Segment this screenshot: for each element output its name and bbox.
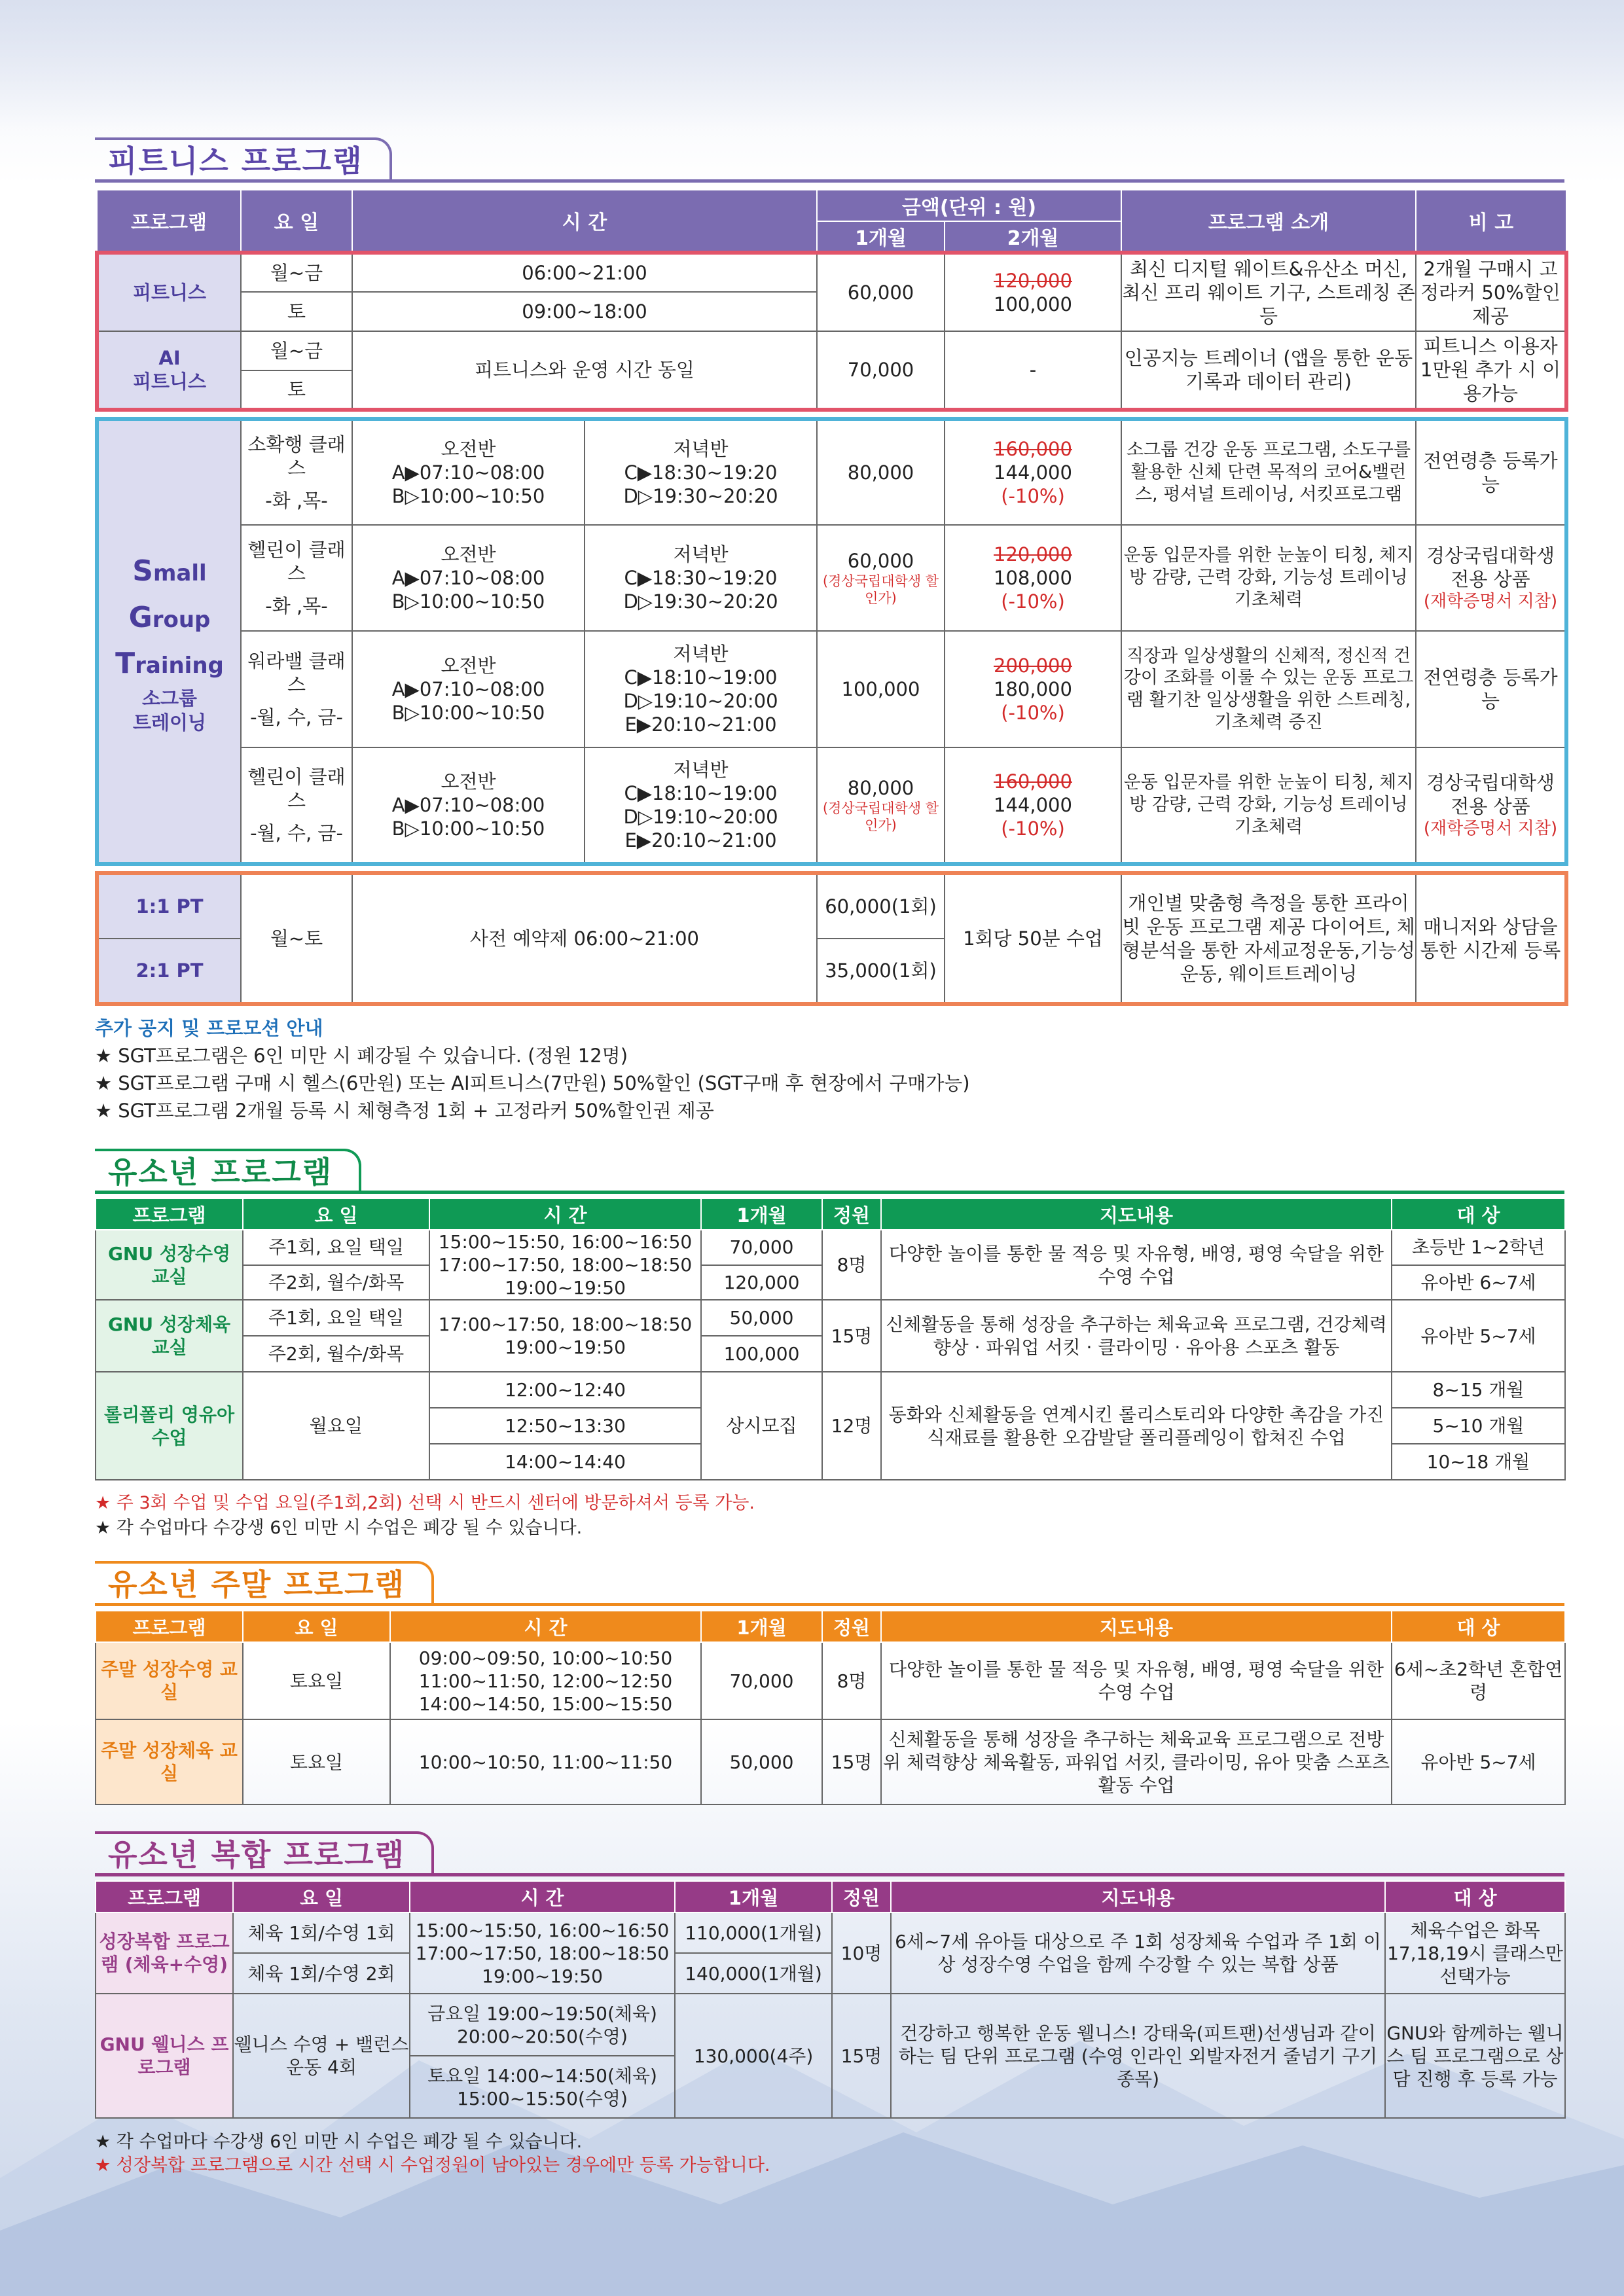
- sgt-price-1m: 80,000 (경상국립대학생 할인가): [817, 747, 945, 864]
- sgt-note: 경상국립대학생 전용 상품 (재학증명서 지참): [1416, 747, 1566, 864]
- fitness-row: [97, 253, 1566, 292]
- sgt-price-1m: 60,000 (경상국립대학생 할인가): [817, 525, 945, 631]
- weekend-title: 유소년 주말 프로그램: [95, 1561, 434, 1603]
- weekend-pe-day: 토요일: [243, 1719, 390, 1804]
- combo-growth-day1: 체육 1회/수영 1회: [233, 1912, 410, 1953]
- weekend-header-content: 지도내용: [881, 1611, 1392, 1642]
- combo-growth-name: 성장복합 프로그램 (체육+수영): [96, 1912, 233, 1994]
- weekend-pe-time: 10:00~10:50, 11:00~11:50: [390, 1719, 701, 1804]
- ai-day-sat: 토: [241, 370, 352, 410]
- sgt-evening: 저녁반 C▶18:30~19:20 D▷19:30~20:20: [585, 525, 817, 631]
- fitness-note: 2개월 구매시 고정라커 50%할인 제공: [1416, 253, 1566, 331]
- ai-fitness-name: [97, 331, 241, 410]
- pt-2to1-name: 2:1 PT: [97, 939, 241, 1004]
- sgt-discount: (-10%): [1001, 485, 1065, 508]
- fitness-intro: 최신 디지털 웨이트&유산소 머신, 최신 프리 웨이트 기구, 스트레칭 존 등: [1121, 253, 1416, 331]
- combo-growth-target: 체육수업은 화목 17,18,19시 클래스만 선택가능: [1385, 1912, 1565, 1994]
- youth-roly-price: 상시모집: [701, 1372, 822, 1480]
- sgt-price-2m-old: 160,000: [994, 437, 1072, 460]
- youth-note: ★ 각 수업마다 수강생 6인 미만 시 수업은 폐강 될 수 있습니다.: [95, 1518, 583, 1538]
- youth-swim-target1: 초등반 1~2학년: [1392, 1230, 1565, 1265]
- combo-growth-capacity: 10명: [832, 1912, 891, 1994]
- weekend-row-swim: [96, 1642, 1565, 1719]
- youth-swim-price1: 70,000: [701, 1230, 822, 1265]
- background-top-decoration: [0, 0, 1624, 131]
- combo-header-day: 요 일: [233, 1881, 410, 1912]
- combo-note: ★ 각 수업마다 수강생 6인 미만 시 수업은 폐강 될 수 있습니다.: [95, 2132, 583, 2152]
- sgt-note: 전연령층 등록가능: [1416, 631, 1566, 747]
- sgt-label: [97, 419, 241, 864]
- weekend-swim-price: 70,000: [701, 1642, 822, 1719]
- sgt-price-2m-new: 108,000: [994, 566, 1072, 589]
- fitness-time-sat: 09:00~18:00: [352, 292, 817, 331]
- ai-fitness-row: [97, 331, 1566, 370]
- youth-pe-day2: 주2회, 월수/화목: [243, 1336, 429, 1372]
- sgt-class-name: 헬린이 클래스 -화 ,목-: [241, 525, 352, 631]
- combo-header-capacity: 정원: [832, 1881, 891, 1912]
- combo-growth-price1: 110,000(1개월): [675, 1912, 832, 1953]
- notice-block: [95, 1014, 970, 1124]
- pt-day: 월~토: [241, 873, 352, 1004]
- youth-swim-day1: 주1회, 요일 택일: [243, 1230, 429, 1265]
- pt-note: 매니저와 상담을 통한 시간제 등록: [1416, 873, 1566, 1004]
- ai-price-2m: -: [945, 331, 1121, 410]
- youth-roly-target3: 10~18 개월: [1392, 1444, 1565, 1480]
- youth-pe-time: 17:00~17:50, 18:00~18:50 19:00~19:50: [429, 1300, 701, 1372]
- sgt-class-name: 소확행 클래스 -화 ,목-: [241, 419, 352, 525]
- combo-wellness-content: 건강하고 행복한 운동 웰니스! 강태욱(피트팬)선생님과 같이하는 팀 단위 프로그램 (수영 인라인 외발자전거 줄넘기 구기종목): [891, 1994, 1385, 2118]
- fitness-price-2m: [945, 253, 1121, 331]
- youth-table: [95, 1198, 1566, 1480]
- youth-header-content: 지도내용: [881, 1198, 1392, 1230]
- youth-swim-target2: 유아반 6~7세: [1392, 1265, 1565, 1300]
- fitness-price-2m-new: 100,000: [994, 293, 1072, 315]
- sgt-intro: 소그룹 건강 운동 프로그램, 소도구를 활용한 신체 단련 목적의 코어&밸런스, 펑셔널 트레이닝, 서킷프로그램: [1121, 419, 1416, 525]
- combo-wellness-price: 130,000(4주): [675, 1994, 832, 2118]
- sgt-class-name: 헬린이 클래스 -월, 수, 금-: [241, 747, 352, 864]
- header-intro: 프로그램 소개: [1121, 190, 1416, 253]
- youth-swim-content: 다양한 놀이를 통한 물 적응 및 자유형, 배영, 평영 숙달을 위한 수영 수업: [881, 1230, 1392, 1300]
- sgt-price-2m-old: 200,000: [994, 654, 1072, 677]
- notice-line-3: ★ SGT프로그램 2개월 등록 시 체형측정 1회 + 고정라커 50%할인권 제공: [95, 1100, 714, 1122]
- youth-swim-day2: 주2회, 월수/화목: [243, 1265, 429, 1300]
- sgt-morning: 오전반 A▶07:10~08:00 B▷10:00~10:50: [352, 525, 585, 631]
- weekend-header-time: 시 간: [390, 1611, 701, 1642]
- combo-growth-price2: 140,000(1개월): [675, 1953, 832, 1994]
- pt-2to1-price: 35,000(1회): [817, 939, 945, 1004]
- combo-wellness-capacity: 15명: [832, 1994, 891, 2118]
- combo-header-target: 대 상: [1385, 1881, 1565, 1912]
- youth-swim-price2: 120,000: [701, 1265, 822, 1300]
- combo-note-red: ★ 성장복합 프로그램으로 시간 선택 시 수업정원이 남아있는 경우에만 등록 가능합니다.: [95, 2155, 770, 2176]
- youth-roly-time2: 12:50~13:30: [429, 1408, 701, 1444]
- sgt-price-2m: [945, 419, 1121, 525]
- youth-swim-name: GNU 성장수영 교실: [96, 1230, 243, 1300]
- youth-roly-time3: 14:00~14:40: [429, 1444, 701, 1480]
- sgt-row: [97, 419, 1566, 525]
- youth-pe-price1: 50,000: [701, 1300, 822, 1336]
- weekend-row-pe: [96, 1719, 1565, 1804]
- combo-header-time: 시 간: [410, 1881, 675, 1912]
- weekend-pe-content: 신체활동을 통해 성장을 추구하는 체육교육 프로그램으로 전방위 체력향상 체육활동, 파워업 서킷, 클라이밍, 유아 맞춤 스포츠활동 수업: [881, 1719, 1392, 1804]
- sgt-note: 전연령층 등록가능: [1416, 419, 1566, 525]
- weekend-header-month: 1개월: [701, 1611, 822, 1642]
- ai-fitness-name-line2: 피트니스: [132, 370, 207, 393]
- combo-wellness-time1: 금요일 19:00~19:50(체육) 20:00~20:50(수영): [410, 1994, 675, 2056]
- combo-wellness-day: 웰니스 수영 + 밸런스 운동 4회: [233, 1994, 410, 2118]
- combo-header-program: 프로그램: [96, 1881, 233, 1912]
- weekend-section: [95, 1561, 1564, 1805]
- sgt-evening: 저녁반 C▶18:30~19:20 D▷19:30~20:20: [585, 419, 817, 525]
- combo-growth-content: 6세~7세 유아들 대상으로 주 1회 성장체육 수업과 주 1회 이상 성장수영 수업을 함께 수강할 수 있는 복합 상품: [891, 1912, 1385, 1994]
- weekend-pe-target: 유아반 5~7세: [1392, 1719, 1565, 1804]
- combo-growth-day2: 체육 1회/수영 2회: [233, 1953, 410, 1994]
- sgt-morning: 오전반 A▶07:10~08:00 B▷10:00~10:50: [352, 419, 585, 525]
- youth-header-program: 프로그램: [96, 1198, 243, 1230]
- sgt-price-2m-old: 120,000: [994, 543, 1072, 565]
- youth-notes: [95, 1491, 1564, 1541]
- fitness-table: [95, 189, 1568, 412]
- youth-title: 유소년 프로그램: [95, 1149, 361, 1191]
- weekend-swim-name: 주말 성장수영 교실: [96, 1642, 243, 1719]
- sgt-price-note: (경상국립대학생 할인가): [822, 573, 939, 607]
- combo-header-content: 지도내용: [891, 1881, 1385, 1912]
- ai-day-weekday: 월~금: [241, 331, 352, 370]
- header-program: 프로그램: [97, 190, 241, 253]
- pt-time: 사전 예약제 06:00~21:00: [352, 873, 817, 1004]
- sgt-price-2m-old: 160,000: [994, 770, 1072, 793]
- youth-roly-content: 동화와 신체활동을 연계시킨 롤리스토리와 다양한 촉감을 가진 식재료를 활용한 오감발달 폴리플레잉이 합쳐진 수업: [881, 1372, 1392, 1480]
- youth-roly-target1: 8~15 개월: [1392, 1372, 1565, 1408]
- header-2month: 2개월: [945, 221, 1121, 253]
- weekend-pe-price: 50,000: [701, 1719, 822, 1804]
- youth-pe-name: GNU 성장체육 교실: [96, 1300, 243, 1372]
- weekend-pe-name: 주말 성장체육 교실: [96, 1719, 243, 1804]
- combo-section: [95, 1831, 1564, 2178]
- sgt-intro: 직장과 일상생활의 신체적, 정신적 건강이 조화를 이룰 수 있는 운동 프로그램 활기찬 일상생활을 위한 스트레칭, 기초체력 증진: [1121, 631, 1416, 747]
- combo-title: 유소년 복합 프로그램: [95, 1831, 434, 1873]
- youth-swim-capacity: 8명: [822, 1230, 881, 1300]
- sgt-price-2m: [945, 525, 1121, 631]
- sgt-price-2m: [945, 747, 1121, 864]
- weekend-table: [95, 1610, 1566, 1805]
- weekend-swim-content: 다양한 놀이를 통한 물 적응 및 자유형, 배영, 평영 숙달을 위한 수영 수업: [881, 1642, 1392, 1719]
- sgt-discount: (-10%): [1001, 817, 1065, 840]
- sgt-intro: 운동 입문자를 위한 눈높이 티칭, 체지방 감량, 근력 강화, 기능성 트레이닝 기초체력: [1121, 747, 1416, 864]
- notice-line-2: ★ SGT프로그램 구매 시 헬스(6만원) 또는 AI피트니스(7만원) 50%할인 (SGT구매 후 현장에서 구매가능): [95, 1072, 970, 1094]
- youth-pe-content: 신체활동을 통해 성장을 추구하는 체육교육 프로그램, 건강체력향상 · 파워업 서킷 · 클라이밍 · 유아용 스포츠 활동: [881, 1300, 1392, 1372]
- fitness-price-1m: 60,000: [817, 253, 945, 331]
- sgt-row: [97, 525, 1566, 631]
- sgt-price-2m-new: 144,000: [994, 461, 1072, 484]
- ai-intro: 인공지능 트레이너 (앱을 통한 운동기록과 데이터 관리): [1121, 331, 1416, 410]
- pt-1to1-price: 60,000(1회): [817, 873, 945, 939]
- pt-1to1-name: 1:1 PT: [97, 873, 241, 939]
- notice-line-1: ★ SGT프로그램은 6인 미만 시 폐강될 수 있습니다. (정원 12명): [95, 1045, 628, 1067]
- youth-roly-target2: 5~10 개월: [1392, 1408, 1565, 1444]
- fitness-day-sat: 토: [241, 292, 352, 331]
- sgt-price-note: (경상국립대학생 할인가): [822, 800, 939, 834]
- youth-roly-name: 롤리폴리 영유아 수업: [96, 1372, 243, 1480]
- youth-roly-row: [96, 1372, 1565, 1408]
- youth-header-month: 1개월: [701, 1198, 822, 1230]
- youth-swim-row: [96, 1230, 1565, 1265]
- sgt-row: [97, 747, 1566, 864]
- header-note: 비 고: [1416, 190, 1566, 253]
- combo-header-month: 1개월: [675, 1881, 832, 1912]
- sgt-evening: 저녁반 C▶18:10~19:00 D▷19:10~20:00 E▶20:10~21:00: [585, 747, 817, 864]
- combo-growth-time: 15:00~15:50, 16:00~16:50 17:00~17:50, 18:00~18:50 19:00~19:50: [410, 1912, 675, 1994]
- ai-price-1m: 70,000: [817, 331, 945, 410]
- fitness-time-weekday: 06:00~21:00: [352, 253, 817, 292]
- fitness-title: 피트니스 프로그램: [95, 137, 392, 179]
- youth-header-day: 요 일: [243, 1198, 429, 1230]
- header-day: 요 일: [241, 190, 352, 253]
- youth-note-red: ★ 주 3회 수업 및 수업 요일(주1회,2회) 선택 시 반드시 센터에 방문하셔서 등록 가능.: [95, 1493, 755, 1513]
- sgt-label-small: Small: [132, 554, 207, 588]
- fitness-section: [95, 137, 1564, 1006]
- weekend-swim-target: 6세~초2학년 혼합연령: [1392, 1642, 1565, 1719]
- youth-roly-time1: 12:00~12:40: [429, 1372, 701, 1408]
- header-time: 시 간: [352, 190, 817, 253]
- sgt-evening: 저녁반 C▶18:10~19:00 D▷19:10~20:00 E▶20:10~21:00: [585, 631, 817, 747]
- combo-wellness-target: GNU와 함께하는 웰니스 팀 프로그램으로 상담 진행 후 등록 가능: [1385, 1994, 1565, 2118]
- sgt-price-1m: 80,000: [817, 419, 945, 525]
- sgt-discount: (-10%): [1001, 590, 1065, 613]
- sgt-table: [95, 417, 1568, 866]
- sgt-class-name: 워라밸 클래스 -월, 수, 금-: [241, 631, 352, 747]
- sgt-price-2m: [945, 631, 1121, 747]
- pt-table: [95, 871, 1568, 1006]
- weekend-swim-day: 토요일: [243, 1642, 390, 1719]
- youth-header-target: 대 상: [1392, 1198, 1565, 1230]
- weekend-pe-capacity: 15명: [822, 1719, 881, 1804]
- header-1month: 1개월: [817, 221, 945, 253]
- sgt-label-group: Group: [128, 600, 211, 634]
- sgt-label-training: Training: [115, 646, 224, 680]
- sgt-row: [97, 631, 1566, 747]
- combo-growth-row: [96, 1912, 1565, 1953]
- pt-row: [97, 873, 1566, 939]
- weekend-header-target: 대 상: [1392, 1611, 1565, 1642]
- youth-roly-day: 월요일: [243, 1372, 429, 1480]
- sgt-price-2m-new: 180,000: [994, 677, 1072, 700]
- youth-pe-day1: 주1회, 요일 택일: [243, 1300, 429, 1336]
- sgt-note: 경상국립대학생 전용 상품 (재학증명서 지참): [1416, 525, 1566, 631]
- combo-notes: [95, 2130, 1564, 2178]
- sgt-discount: (-10%): [1001, 702, 1065, 725]
- header-price: 금액(단위 : 원): [817, 190, 1121, 221]
- sgt-label-kr: 소그룹 트레이닝: [132, 687, 207, 734]
- youth-pe-target: 유아반 5~7세: [1392, 1300, 1565, 1372]
- combo-table: [95, 1880, 1566, 2119]
- sgt-price-1m: 100,000: [817, 631, 945, 747]
- pt-duration: 1회당 50분 수업: [945, 873, 1121, 1004]
- youth-pe-capacity: 15명: [822, 1300, 881, 1372]
- pt-intro: 개인별 맞춤형 측정을 통한 프라이빗 운동 프로그램 제공 다이어트, 체형분석을 통한 자세교정운동,기능성 운동, 웨이트트레이닝: [1121, 873, 1416, 1004]
- fitness-name: 피트니스: [97, 253, 241, 331]
- ai-fitness-name-line1: AI: [158, 346, 181, 369]
- sgt-price-2m-new: 144,000: [994, 793, 1072, 816]
- youth-pe-price2: 100,000: [701, 1336, 822, 1372]
- youth-roly-capacity: 12명: [822, 1372, 881, 1480]
- youth-swim-time: 15:00~15:50, 16:00~16:50 17:00~17:50, 18:00~18:50 19:00~19:50: [429, 1230, 701, 1300]
- youth-header-time: 시 간: [429, 1198, 701, 1230]
- combo-wellness-row: [96, 1994, 1565, 2056]
- weekend-header-day: 요 일: [243, 1611, 390, 1642]
- combo-wellness-time2: 토요일 14:00~14:50(체육) 15:00~15:50(수영): [410, 2056, 675, 2118]
- youth-section: [95, 1149, 1564, 1541]
- sgt-intro: 운동 입문자를 위한 눈높이 티칭, 체지방 감량, 근력 강화, 기능성 트레이닝 기초체력: [1121, 525, 1416, 631]
- combo-wellness-name: GNU 웰니스 프로그램: [96, 1994, 233, 2118]
- fitness-day-weekday: 월~금: [241, 253, 352, 292]
- weekend-swim-time: 09:00~09:50, 10:00~10:50 11:00~11:50, 12:00~12:50 14:00~14:50, 15:00~15:50: [390, 1642, 701, 1719]
- youth-header-capacity: 정원: [822, 1198, 881, 1230]
- weekend-header-program: 프로그램: [96, 1611, 243, 1642]
- weekend-swim-capacity: 8명: [822, 1642, 881, 1719]
- ai-note: 피트니스 이용자 1만원 추가 시 이용가능: [1416, 331, 1566, 410]
- youth-pe-row: [96, 1300, 1565, 1336]
- notice-title: 추가 공지 및 프로모션 안내: [95, 1017, 323, 1039]
- sgt-morning: 오전반 A▶07:10~08:00 B▷10:00~10:50: [352, 747, 585, 864]
- sgt-morning: 오전반 A▶07:10~08:00 B▷10:00~10:50: [352, 631, 585, 747]
- weekend-header-capacity: 정원: [822, 1611, 881, 1642]
- fitness-price-2m-old: 120,000: [994, 269, 1072, 292]
- ai-time: 피트니스와 운영 시간 동일: [352, 331, 817, 410]
